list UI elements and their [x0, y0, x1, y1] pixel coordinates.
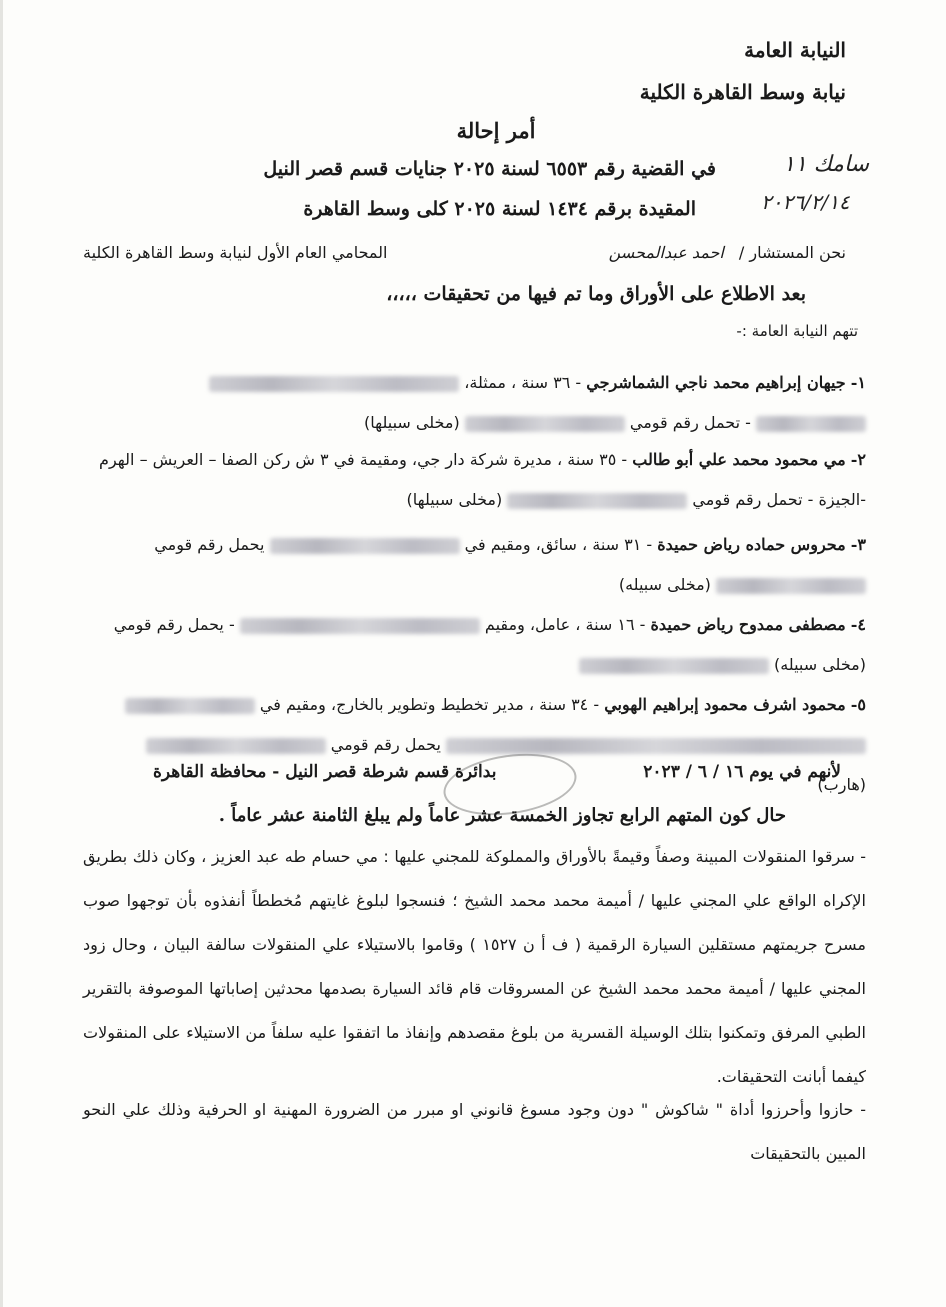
redacted-national-id [507, 493, 687, 509]
counselor-line [83, 243, 846, 262]
defendant-id-label: يحمل رقم قومي [330, 735, 441, 754]
redacted-national-id [716, 578, 866, 594]
redacted-address [270, 538, 460, 554]
defendant-name: مصطفى ممدوح رياض حميدة [650, 615, 846, 634]
redacted-address [125, 698, 255, 714]
registration-line: المقيدة برقم ١٤٣٤ لسنة ٢٠٢٥ كلى وسط القاهرة [303, 198, 696, 220]
redacted-national-id [146, 738, 326, 754]
accuses-label: تتهم النيابة العامة :- [736, 322, 858, 340]
defendant-details: - ٣٥ سنة ، مديرة شركة دار جي، ومقيمة في ٣ ش ركن الصفا – العريش – الهرم [99, 450, 628, 469]
incident-date: لأنهم في يوم ١٦ / ٦ / ٢٠٢٣ [643, 762, 841, 782]
defendant-number: ٢- [850, 450, 866, 469]
redacted-national-id [465, 416, 625, 432]
defendant-name: جيهان إبراهيم محمد ناجي الشماشرجي [586, 373, 846, 392]
defendant-status: (مخلى سبيلها) [363, 413, 460, 432]
incident-place: بدائرة قسم شرطة قصر النيل - محافظة القاهرة [153, 762, 497, 782]
redacted-address [240, 618, 480, 634]
defendant-details: - ٣٤ سنة ، مدير تخطيط وتطوير بالخارج، ومقيم في [259, 695, 600, 714]
defendant-name: مي محمود محمد علي أبو طالب [632, 450, 846, 469]
counselor-identity [609, 243, 846, 262]
handwritten-date: ٢٠٢٦/٢/١٤ [761, 190, 850, 214]
authority-name: النيابة العامة [744, 38, 846, 62]
office-name: نيابة وسط القاهرة الكلية [639, 80, 846, 104]
charge-paragraph: - سرقوا المنقولات المبينة وصفاً وقيمةً بالأوراق والمملوكة للمجني عليها : مي حسام طه عبد العزيز ، وكان ذلك بطريق الإكراه الواقع علي المجني عليها / أميمة محمد محمد الشيخ ؛ فنسجوا لبلوغ غايتهم مُخططاً أنفذوه بأن توجهوا صوب مسرح جريمتهم مستقلين السيارة الرقمية ( ف أ ن ١٥٢٧ ) وقاموا بالاستيلاء علي المنقولات سالفة البيان ، وحال زود المجني عليها / أميمة محمد محمد الشيخ عن المسروقات قام قائد السيارة بصدمها محدثين إصاباتها الموصوفة بالتقرير الطبي المرفق وتمكنوا بتلك الوسيلة القسرية من بلوغ مقصدهم وإنفاذ ما اتفقوا عليه سلفاً من الاستيلاء على المنقولات كيفما أبانت التحقيقات. [83, 847, 867, 1086]
handwritten-reference: سامك ١١ [783, 152, 870, 177]
defendant-number: ١- [850, 373, 866, 392]
defendant-number: ٤- [850, 615, 866, 634]
defendant-details: - ٣٦ سنة ، ممثلة، [464, 373, 582, 392]
defendant-details-cont: -الجيزة - تحمل رقم قومي [692, 490, 866, 509]
defendant-id-label: - تحمل رقم قومي [629, 413, 751, 432]
charge-paragraph: - حازوا وأحرزوا أداة " شاكوش " دون وجود مسوغ قانوني او مبرر من الضرورة المهنية او الحرفية وذلك علي النحو المبين بالتحقيقات [83, 1100, 866, 1163]
defendant-status: (مخلى سبيلها) [406, 490, 503, 509]
defendant-id-label: - يحمل رقم قومي [113, 615, 235, 634]
defendant-id-label: يحمل رقم قومي [154, 535, 265, 554]
counselor-prefix: نحن المستشار / [738, 243, 846, 262]
redacted-address [756, 416, 866, 432]
defendant-item [93, 525, 866, 605]
redacted-address [209, 376, 459, 392]
defendant-name: محمود اشرف محمود إبراهيم الهوبي [604, 695, 846, 714]
defendant-number: ٣- [850, 535, 866, 554]
defendant-item [93, 363, 866, 443]
redacted-address [446, 738, 866, 754]
defendant-number: ٥- [850, 695, 866, 714]
defendant-status: (هارب) [817, 775, 866, 794]
defendant-details: - ١٦ سنة ، عامل، ومقيم [484, 615, 646, 634]
review-statement: بعد الاطلاع على الأوراق وما تم فيها من تحقيقات ،،،،، [386, 283, 806, 305]
minor-note: حال كون المتهم الرابع تجاوز الخمسة عشر عاماً ولم يبلغ الثامنة عشر عاماً . [218, 805, 786, 826]
defendant-name: محروس حماده رياض حميدة [657, 535, 846, 554]
defendant-details: - ٣١ سنة ، سائق، ومقيم في [464, 535, 653, 554]
document-title: أمر إحالة [456, 118, 536, 143]
case-number-line: في القضية رقم ٦٥٥٣ لسنة ٢٠٢٥ جنايات قسم قصر النيل [263, 158, 716, 180]
counselor-role: المحامي العام الأول لنيابة وسط القاهرة الكلية [83, 243, 388, 262]
counselor-name: احمد عبدالمحسن [608, 243, 724, 262]
redacted-national-id [579, 658, 769, 674]
defendant-status: (مخلى سبيله) [773, 655, 866, 674]
defendant-item [93, 605, 866, 685]
defendant-item [93, 440, 866, 520]
defendant-status: (مخلى سبيله) [618, 575, 711, 594]
incident-date-line [153, 762, 841, 782]
